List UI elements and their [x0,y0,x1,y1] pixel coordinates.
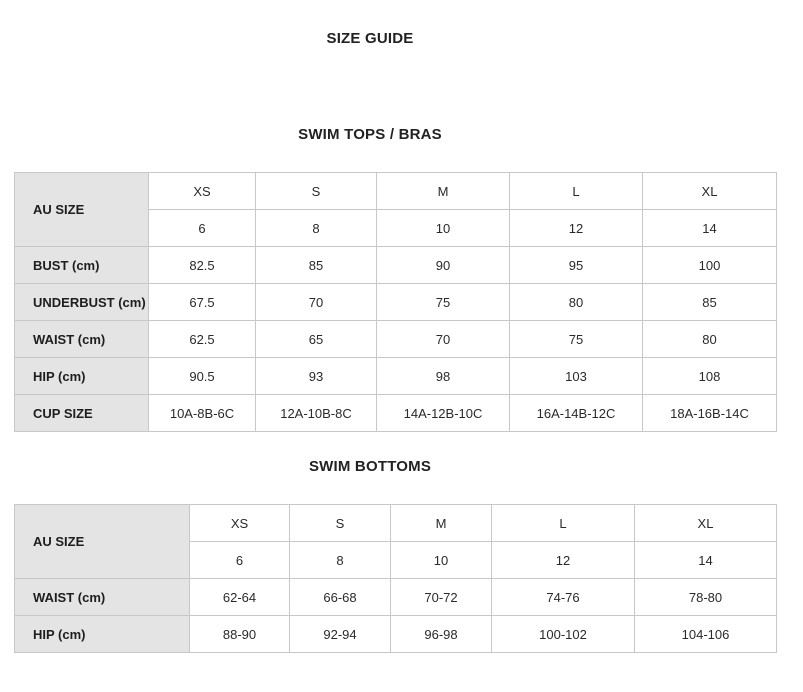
table-cell: 67.5 [149,284,256,321]
table-cell: 74-76 [492,579,635,616]
table-cell: 66-68 [290,579,391,616]
row-header-hip: HIP (cm) [15,616,190,653]
table-cell: 104-106 [635,616,777,653]
row-header-waist: WAIST (cm) [15,579,190,616]
letter-size-cell: S [290,505,391,542]
table-cell: 16A-14B-12C [510,395,643,432]
table-row [15,321,777,358]
tops-section-title: SWIM TOPS / BRAS [298,126,442,143]
table-cell: 80 [643,321,777,358]
page-title: SIZE GUIDE [326,30,414,47]
au-size-cell: 8 [290,542,391,579]
au-size-cell: 8 [256,210,377,247]
bottoms-section-title: SWIM BOTTOMS [308,458,432,475]
table-cell: 70-72 [391,579,492,616]
letter-size-cell: M [391,505,492,542]
table-cell: 78-80 [635,579,777,616]
table-cell: 95 [510,247,643,284]
table-row [15,358,777,395]
bottoms-size-table [14,504,777,653]
table-cell: 14A-12B-10C [377,395,510,432]
au-size-cell: 12 [492,542,635,579]
table-row [15,395,777,432]
table-cell: 70 [256,284,377,321]
au-size-cell: 14 [643,210,777,247]
table-cell: 10A-8B-6C [149,395,256,432]
table-cell: 96-98 [391,616,492,653]
tops-size-table [14,172,777,432]
letter-size-cell: XL [635,505,777,542]
table-cell: 75 [377,284,510,321]
table-cell: 93 [256,358,377,395]
au-size-cell: 14 [635,542,777,579]
table-cell: 90.5 [149,358,256,395]
table-cell: 92-94 [290,616,391,653]
table-cell: 65 [256,321,377,358]
table-cell: 100 [643,247,777,284]
table-cell: 70 [377,321,510,358]
table-row [15,284,777,321]
table-cell: 18A-16B-14C [643,395,777,432]
table-cell: 62.5 [149,321,256,358]
table-cell: 82.5 [149,247,256,284]
letter-size-cell: M [377,173,510,210]
table-cell: 85 [643,284,777,321]
row-header-waist: WAIST (cm) [15,321,149,358]
row-header-hip: HIP (cm) [15,358,149,395]
row-header-bust: BUST (cm) [15,247,149,284]
table-cell: 85 [256,247,377,284]
table-cell: 100-102 [492,616,635,653]
table-row [15,247,777,284]
au-size-cell: 10 [391,542,492,579]
table-row [15,505,777,542]
table-cell: 75 [510,321,643,358]
letter-size-cell: L [510,173,643,210]
letter-size-cell: S [256,173,377,210]
letter-size-cell: XL [643,173,777,210]
au-size-cell: 6 [149,210,256,247]
letter-size-cell: XS [190,505,290,542]
letter-size-cell: XS [149,173,256,210]
table-cell: 88-90 [190,616,290,653]
letter-size-cell: L [492,505,635,542]
table-cell: 62-64 [190,579,290,616]
au-size-cell: 6 [190,542,290,579]
table-row [15,616,777,653]
table-cell: 98 [377,358,510,395]
table-cell: 103 [510,358,643,395]
au-size-header: AU SIZE [15,173,149,247]
table-row [15,173,777,210]
row-header-underbust: UNDERBUST (cm) [15,284,149,321]
au-size-cell: 10 [377,210,510,247]
au-size-header: AU SIZE [15,505,190,579]
row-header-cup-size: CUP SIZE [15,395,149,432]
table-cell: 90 [377,247,510,284]
table-cell: 108 [643,358,777,395]
table-row [15,579,777,616]
table-cell: 80 [510,284,643,321]
au-size-cell: 12 [510,210,643,247]
table-cell: 12A-10B-8C [256,395,377,432]
